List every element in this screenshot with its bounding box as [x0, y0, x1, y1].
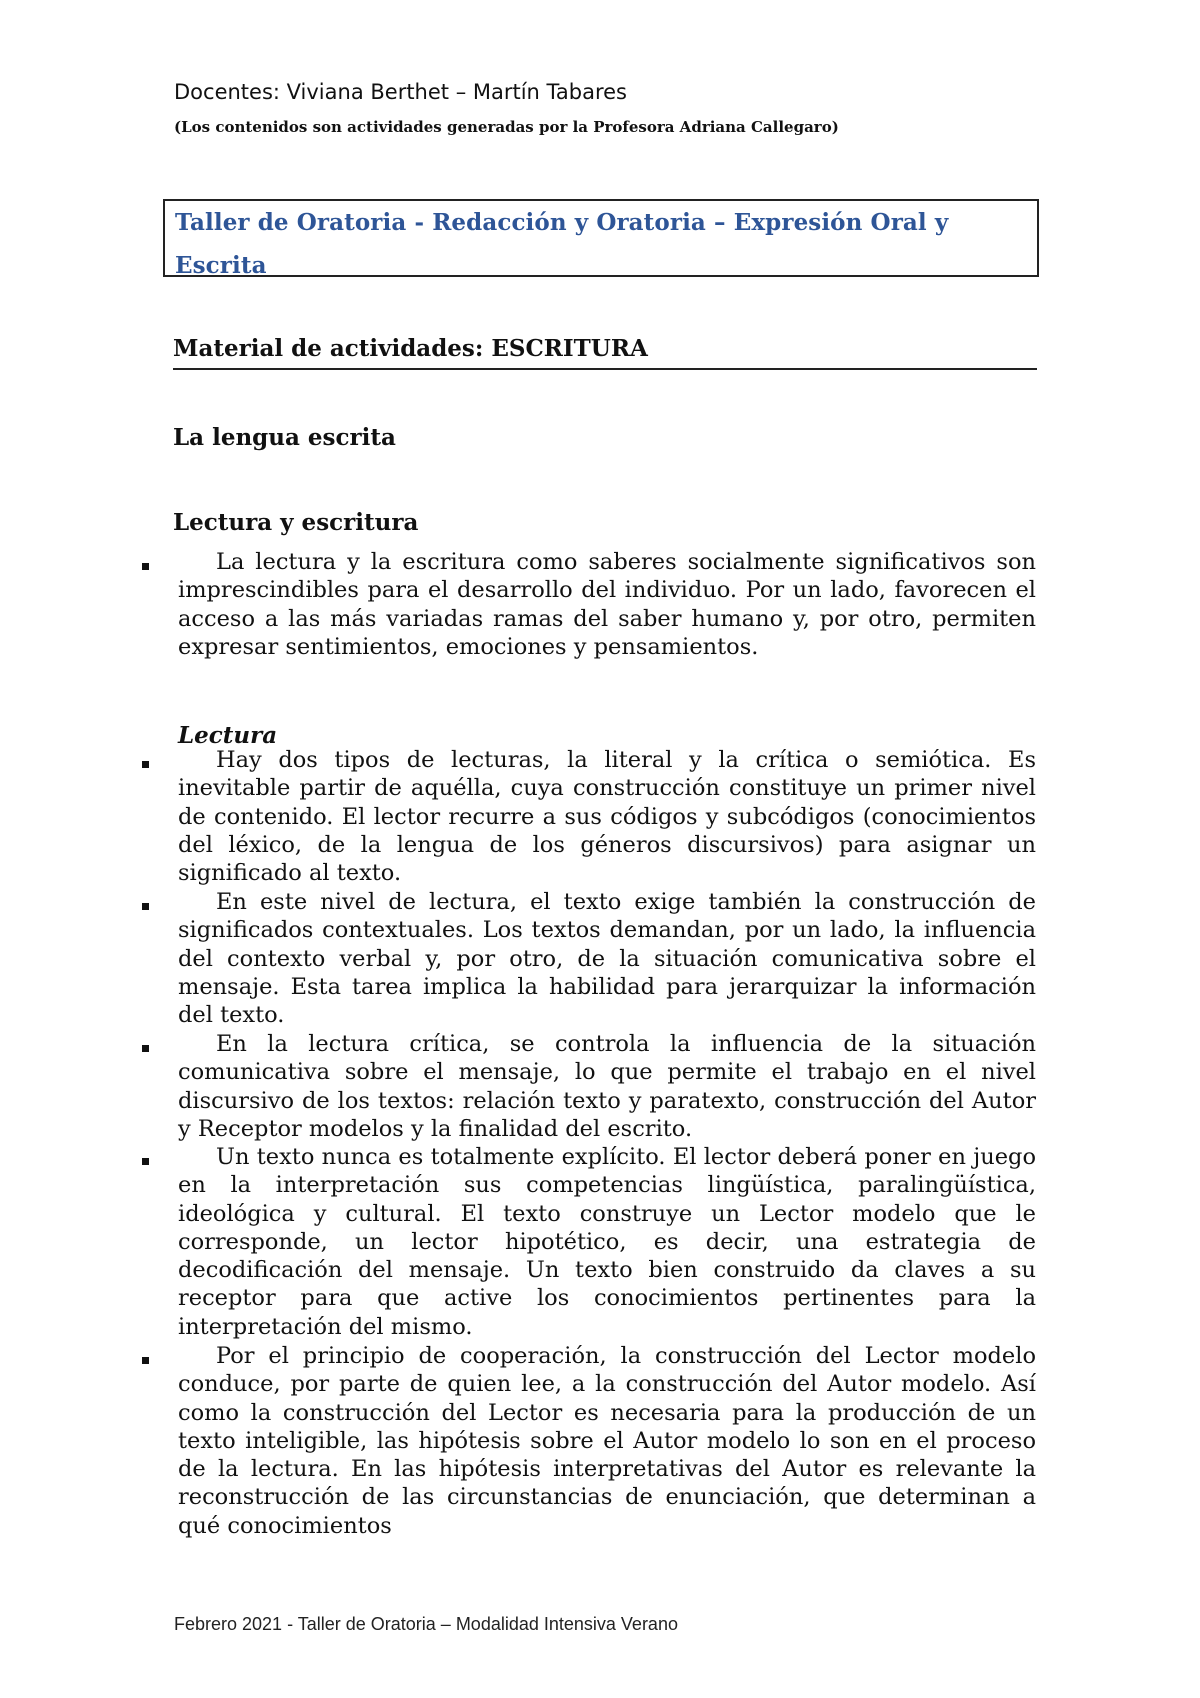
list-item: Un texto nunca es totalmente explícito. El lector deberá poner en juego en la interpretación sus competencias lingüística, paralingüística, ideológica y cultural. El texto construye un Lector modelo que le corresponde, un lector hipotético, es decir, una estrategia de decodificación del mensaje. Un texto bien construido da claves a su receptor para que active los conocimientos pertinentes para la interpretación del mismo. — [178, 1144, 1036, 1340]
bullet-icon — [142, 1158, 154, 1170]
list-item: Por el principio de cooperación, la construcción del Lector modelo conduce, por parte de quien lee, a la construcción del Autor modelo. Así como la construcción del Lector es necesaria para la producción de un texto inteligible, las hipótesis sobre el Autor modelo lo son en el proceso de la lectura. En las hipótesis interpretativas del Autor es relevante la reconstrucción de las circunstancias de enunciación, que determinan a qué conocimientos — [178, 1343, 1036, 1539]
list-item: En la lectura crítica, se controla la influencia de la situación comunicativa sobre el mensaje, lo que permite el trabajo en el nivel discursivo de los textos: relación texto y paratexto, construcción del Autor y Receptor modelos y la finalidad del escrito. — [178, 1031, 1036, 1142]
bullet-icon — [142, 1045, 154, 1057]
section-heading: Material de actividades: ESCRITURA — [173, 335, 1037, 370]
content-credit-note: (Los contenidos son actividades generadas por la Profesora Adriana Callegaro) — [174, 118, 839, 136]
subheading-lengua-escrita: La lengua escrita — [173, 424, 396, 451]
lectura-heading: Lectura — [178, 722, 278, 749]
page-footer: Febrero 2021 - Taller de Oratoria – Modalidad Intensiva Verano — [174, 1614, 678, 1634]
bullet-icon — [142, 903, 154, 915]
bullet-icon — [142, 563, 154, 575]
list-item: Hay dos tipos de lecturas, la literal y la crítica o semiótica. Es inevitable partir de aquélla, cuya construcción constituye un primer nivel de contenido. El lector recurre a sus códigos y subcódigos (conocimientos del léxico, de la lengua de los géneros discursivos) para asignar un significado al texto. — [178, 747, 1036, 887]
list-item-intro: La lectura y la escritura como saberes socialmente significativos son imprescindibles para el desarrollo del individuo. Por un lado, favorecen el acceso a las más variadas ramas del saber humano y, por otro, permiten expresar sentimientos, emociones y pensamientos. — [178, 549, 1036, 660]
bullet-icon — [142, 1357, 154, 1369]
teachers-line: Docentes: Viviana Berthet – Martín Tabares — [174, 80, 627, 104]
bullet-icon — [142, 761, 154, 773]
title-box — [163, 199, 1039, 277]
list-item: En este nivel de lectura, el texto exige también la construcción de significados contextuales. Los textos demandan, por un lado, la influencia del contexto verbal y, por otro, de la situación comunicativa sobre el mensaje. Esta tarea implica la habilidad para jerarquizar la información del texto. — [178, 889, 1036, 1029]
subheading-lectura-escritura: Lectura y escritura — [173, 509, 419, 536]
document-title: Taller de Oratoria - Redacción y Oratoria – Expresión Oral y Escrita — [175, 209, 949, 279]
